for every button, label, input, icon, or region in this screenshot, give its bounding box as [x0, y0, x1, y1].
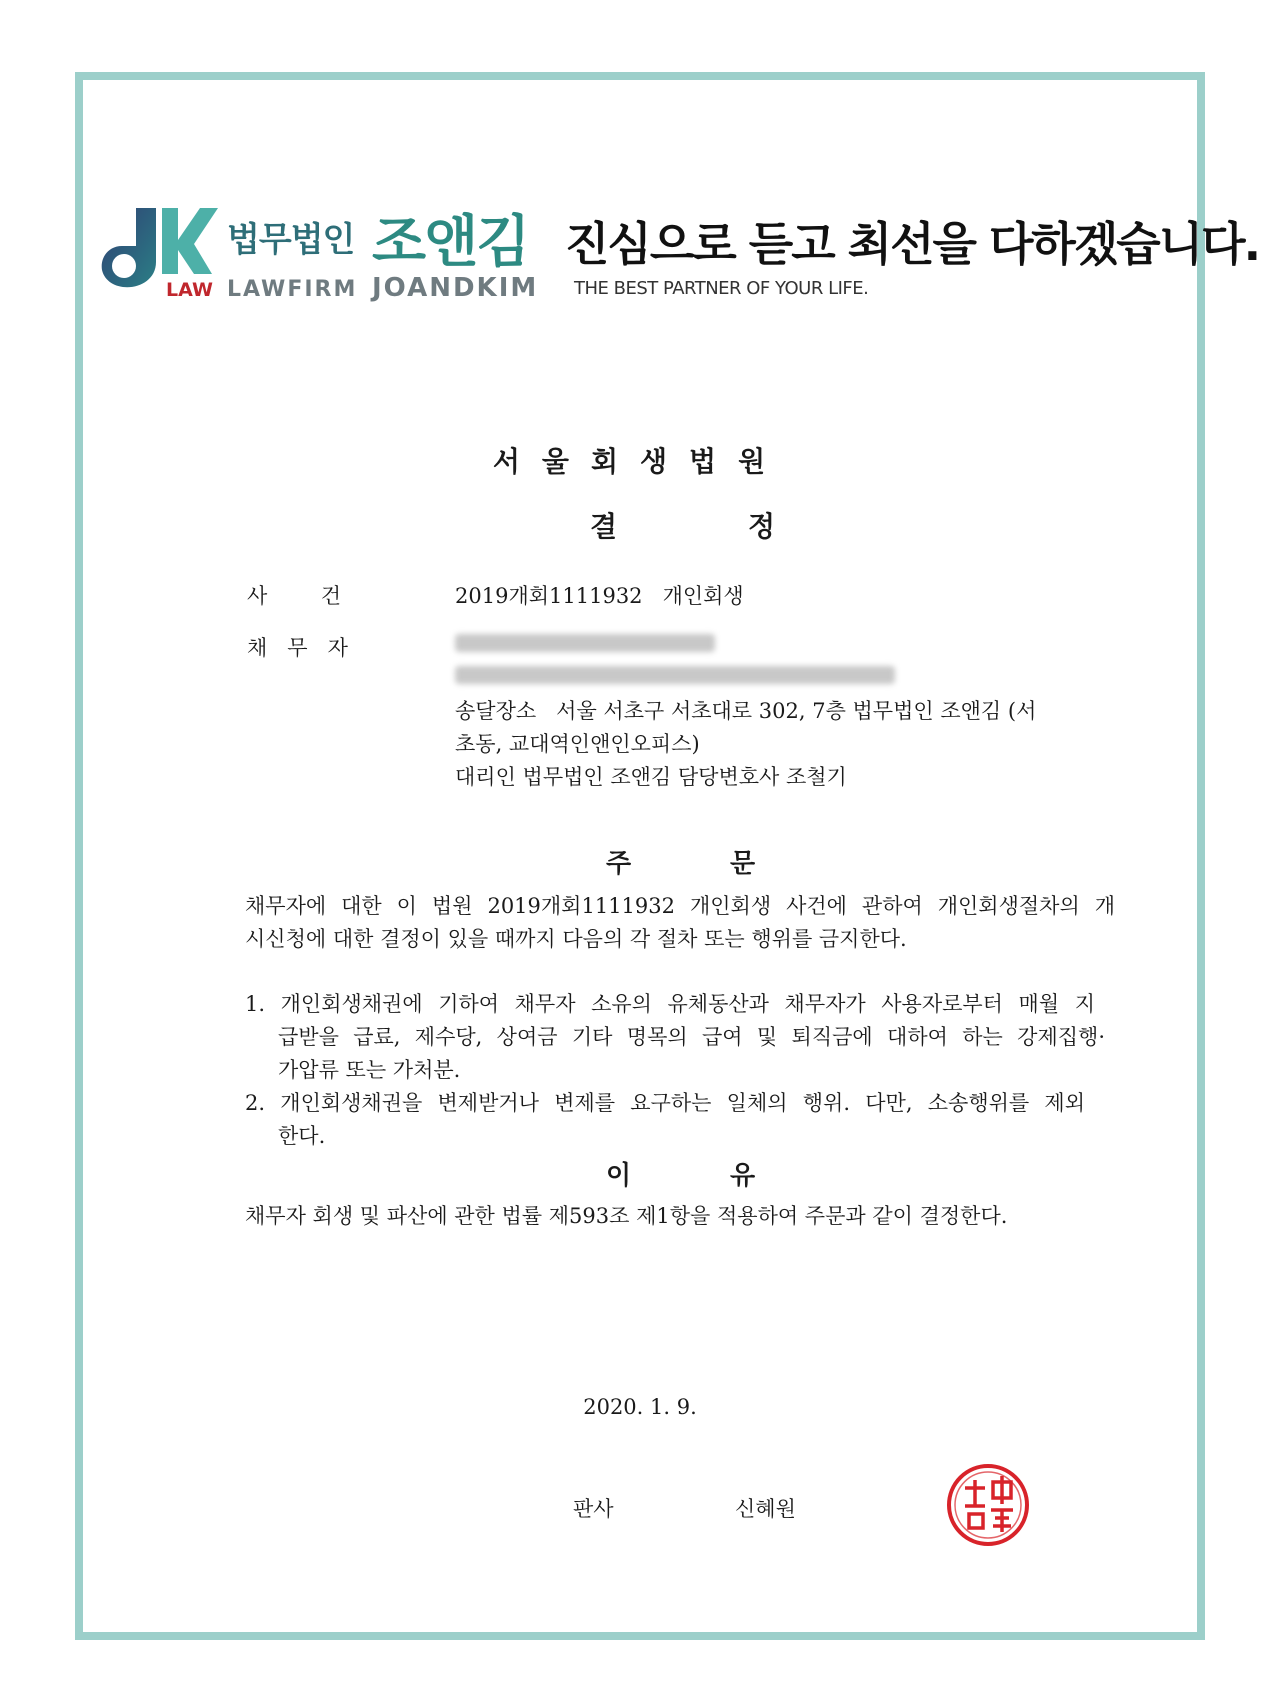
item1-line1	[245, 988, 1095, 1021]
reason-heading-right: 유	[730, 1161, 756, 1191]
judge-seal-stamp-icon	[945, 1462, 1031, 1548]
redacted-debtor-name	[455, 634, 715, 652]
item-text: 2. 개인회생채권을 변제받거나 변제를 요구하는 일체의 행위. 다만, 소송행위를 제외	[245, 1091, 1085, 1115]
slogan: 진심으로 듣고 최선을 다하겠습니다.	[565, 217, 1260, 271]
judge-title: 판사	[573, 1497, 614, 1521]
item1-line2	[278, 1021, 1105, 1054]
order-heading-left: 주	[606, 849, 632, 879]
item2-line2	[278, 1120, 1078, 1153]
reason-paragraph	[245, 1200, 1115, 1233]
order-paragraph-end	[245, 923, 1115, 956]
brand-name-english: JOANDKIM	[372, 273, 539, 303]
debtor-label: 채 무 자	[247, 636, 348, 660]
delivery-address-line1: 송달장소 서울 서초구 서초대로 302, 7층 법무법인 조앤김 (서	[455, 699, 1037, 723]
title-left-char: 결	[590, 510, 618, 543]
reason-heading-left: 이	[606, 1161, 632, 1191]
agent-line: 대리인 법무법인 조앤김 담당변호사 조철기	[455, 765, 847, 789]
title-right-char: 정	[748, 510, 776, 543]
decision-date: 2020. 1. 9.	[583, 1395, 697, 1419]
item-text: 가압류 또는 가처분.	[278, 1058, 461, 1082]
item1-line3	[278, 1054, 1105, 1087]
court-name: 서울회생법원	[492, 445, 788, 478]
brand-prefix-english: LAWFIRM	[227, 277, 358, 302]
order-heading-right: 문	[730, 849, 756, 879]
order-paragraph	[245, 890, 1115, 923]
slogan-english: THE BEST PARTNER OF YOUR LIFE.	[574, 278, 869, 299]
case-value: 2019개회1111932 개인회생	[455, 584, 744, 608]
case-label: 사 건	[247, 584, 341, 608]
brand-name-korean: 조앤김	[372, 210, 529, 275]
item-text: 한다.	[278, 1124, 326, 1148]
order-line: 채무자에 대한 이 법원 2019개회1111932 개인회생 사건에 관하여 개인회생절차의 개	[245, 894, 1115, 918]
reason-text: 채무자 회생 및 파산에 관한 법률 제593조 제1항을 적용하여 주문과 같이 결정한다.	[245, 1204, 1008, 1228]
redacted-debtor-address	[455, 666, 895, 684]
delivery-address-line2: 초동, 교대역인앤인오피스)	[455, 732, 700, 756]
item-text: 1. 개인회생채권에 기하여 채무자 소유의 유체동산과 채무자가 사용자로부터 매월 지	[245, 992, 1095, 1016]
brand-prefix-korean: 법무법인	[227, 220, 355, 260]
judge-name: 신혜원	[735, 1497, 796, 1521]
logo-law-text: LAW	[166, 279, 213, 301]
item2-line1	[245, 1087, 1085, 1120]
order-line: 시신청에 대한 결정이 있을 때까지 다음의 각 절차 또는 행위를 금지한다.	[245, 927, 907, 951]
item-text: 급받을 급료, 제수당, 상여금 기타 명목의 급여 및 퇴직금에 대하여 하는 강제집행·	[278, 1025, 1105, 1049]
